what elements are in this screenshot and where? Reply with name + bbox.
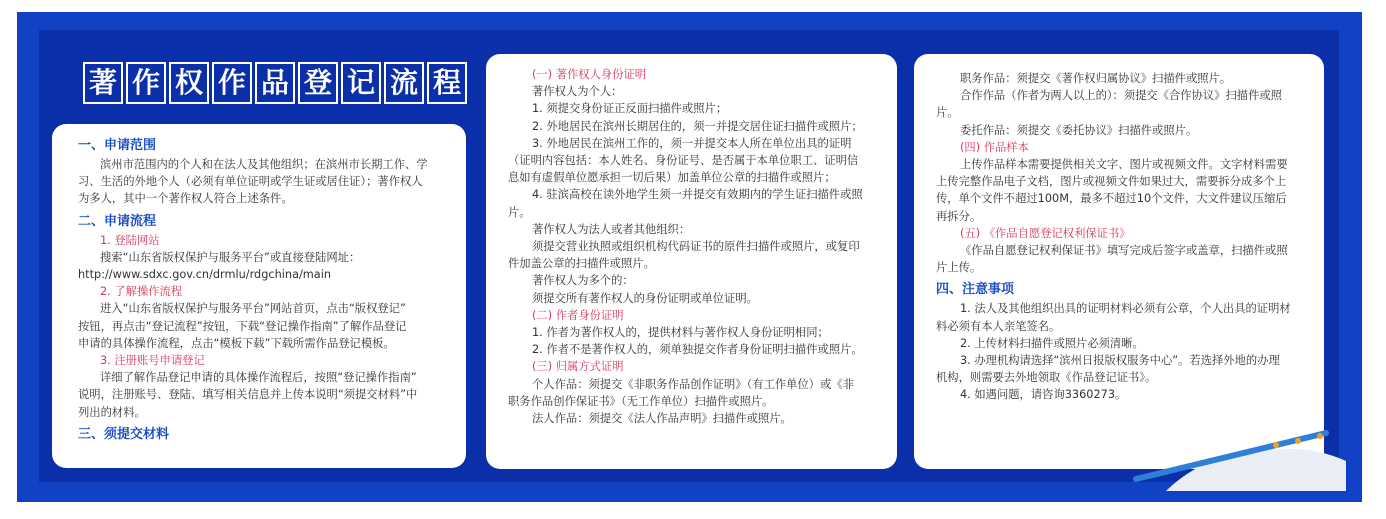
- text-line: 《作品自愿登记权利保证书》填写完成后签字或盖章，扫描件或照: [960, 244, 1288, 258]
- title-char: 权: [169, 62, 209, 104]
- step-heading: 3. 注册账号申请登记: [100, 354, 205, 368]
- text-line: 须提交所有著作权人的身份证明或单位证明。: [532, 291, 758, 305]
- text-line: 著作权人为法人或者其他组织：: [532, 222, 691, 236]
- text-line: 4. 驻滨高校在读外地学生须一并提交有效期内的学生证扫描件或照: [532, 188, 863, 202]
- title-char: 作: [212, 62, 252, 104]
- dot-icon: [1295, 438, 1301, 444]
- text-line: 为多人，其中一个著作权人符合上述条件。: [78, 192, 293, 206]
- text-line: 须提交营业执照或组织机构代码证书的原件扫描件或照片，或复印: [532, 240, 860, 254]
- text-line: 著作权人为个人：: [532, 85, 623, 99]
- sub-heading: (三) 归属方式证明: [532, 360, 624, 374]
- text-line: 2. 外地居民在滨州长期居住的，须一并提交居住证扫描件或照片；: [532, 119, 863, 133]
- title-char: 程: [427, 62, 467, 104]
- text-line: 传，单个文件不超过100M，最多不超过10个文件，大文件建议压缩后: [936, 192, 1287, 206]
- panel-scope-process: [52, 124, 466, 468]
- text-line: 2. 上传材料扫描件或照片必须清晰。: [960, 336, 1144, 350]
- text-line: 详细了解作品登记申请的具体操作流程后，按照“登记操作指南”: [100, 371, 417, 385]
- page-title: [83, 62, 467, 104]
- text-line: 法人作品：须提交《法人作品声明》扫描件或照片。: [532, 412, 792, 426]
- text-line: 上传完整作品电子文档，图片或视频文件如果过大，需要拆分成多个上: [936, 175, 1287, 189]
- text-line: 1. 须提交身份证正反面扫描件或照片；: [532, 102, 728, 116]
- sub-heading: (一) 著作权人身份证明: [532, 68, 647, 81]
- step-heading: 2. 了解操作流程: [100, 285, 183, 299]
- text-line: 说明，注册账号、登陆、填写相关信息并上传本说明“须提交材料”中: [78, 388, 418, 402]
- text-line: 机构，则需要去外地领取《作品登记证书》。: [936, 371, 1157, 385]
- section-heading: 三、须提交材料: [78, 426, 170, 442]
- title-char: 登: [298, 62, 338, 104]
- text-line: 合作作品（作者为两人以上的）：须提交《合作协议》扫描件或照: [960, 89, 1282, 103]
- text-line: 上传作品样本需要提供相关文字、图片或视频文件。文字材料需要: [960, 158, 1288, 172]
- text-line: 个人作品：须提交《非职务作品创作证明》（有工作单位）或《非: [532, 377, 854, 391]
- sub-heading: (二) 作者身份证明: [532, 308, 624, 322]
- text-line: 搜索“山东省版权保护与服务平台”或直接登陆网址：: [100, 250, 361, 264]
- title-char: 记: [341, 62, 381, 104]
- text-line: 片。: [508, 205, 531, 219]
- text-line: 件加盖公章的扫描件或照片。: [508, 257, 655, 271]
- section-heading: 一、申请范围: [78, 138, 157, 153]
- text-line: （证明内容包括：本人姓名、身份证号、是否属于本单位职工、证明信: [508, 154, 859, 168]
- text-line: 1. 法人及其他组织出具的证明材料必须有公章，个人出具的证明材: [960, 302, 1291, 316]
- panel-materials: [486, 54, 897, 469]
- section-heading: 二、申请流程: [78, 213, 157, 229]
- sub-heading: (四) 作品样本: [960, 140, 1029, 154]
- text-line: 再拆分。: [936, 209, 982, 223]
- text-line: 2. 作者不是著作权人的，须单独提交作者身份证明扫描件或照片。: [532, 343, 863, 357]
- text-line: 进入“山东省版权保护与服务平台”网站首页，点击“版权登记”: [100, 302, 406, 316]
- pen-hand-illustration: [1126, 421, 1346, 491]
- sub-heading: (五) 《作品自愿登记权利保证书》: [960, 226, 1131, 240]
- dot-icon: [1317, 433, 1323, 439]
- url-text: http://www.sdxc.gov.cn/drmlu/rdgchina/main: [78, 268, 332, 282]
- panel-notes: [914, 54, 1324, 469]
- title-char: 作: [126, 62, 166, 104]
- text-line: 职务作品创作保证书》（无工作单位）扫描件或照片。: [508, 394, 774, 408]
- title-char: 流: [384, 62, 424, 104]
- hand-shape: [1166, 449, 1346, 491]
- step-heading: 1. 登陆网站: [100, 233, 160, 247]
- text-line: 片。: [936, 106, 959, 120]
- text-line: 习、生活的外地个人（必须有单位证明或学生证或居住证）；著作权人: [78, 175, 423, 189]
- text-line: 职务作品：须提交《著作权归属协议》扫描件或照片。: [960, 72, 1232, 85]
- section-heading: 四、注意事项: [936, 282, 1015, 298]
- text-line: 3. 办理机构请选择“滨州日报版权服务中心”。若选择外地的办理: [960, 354, 1280, 368]
- text-line: 著作权人为多个的：: [532, 274, 634, 288]
- text-line: 列出的材料。: [78, 405, 146, 419]
- dot-icon: [1273, 442, 1279, 448]
- text-line: 按钮，再点击“登记流程”按钮，下载“登记操作指南”了解作品登记: [78, 319, 407, 333]
- text-line: 料必须有本人亲笔签名。: [936, 319, 1061, 333]
- title-char: 著: [83, 62, 123, 104]
- text-line: 3. 外地居民在滨州工作的，须一并提交本人所在单位出具的证明: [532, 136, 852, 150]
- text-line: 委托作品：须提交《委托协议》扫描件或照片。: [960, 123, 1198, 137]
- text-line: 4. 如遇问题，请咨询3360273。: [960, 388, 1127, 402]
- text-line: 片上传。: [936, 261, 982, 275]
- text-line: 1. 作者为著作权人的，提供材料与著作权人身份证明相同；: [532, 326, 829, 340]
- title-char: 品: [255, 62, 295, 104]
- text-line: 申请的具体操作流程，点击“模板下载”下载所需作品登记模板。: [78, 336, 395, 350]
- text-line: 滨州市范围内的个人和在法人及其他组织；在滨州市长期工作、学: [100, 158, 428, 171]
- text-line: 息如有虚假单位愿承担一切后果）加盖单位公章的扫描件或照片；: [508, 171, 836, 185]
